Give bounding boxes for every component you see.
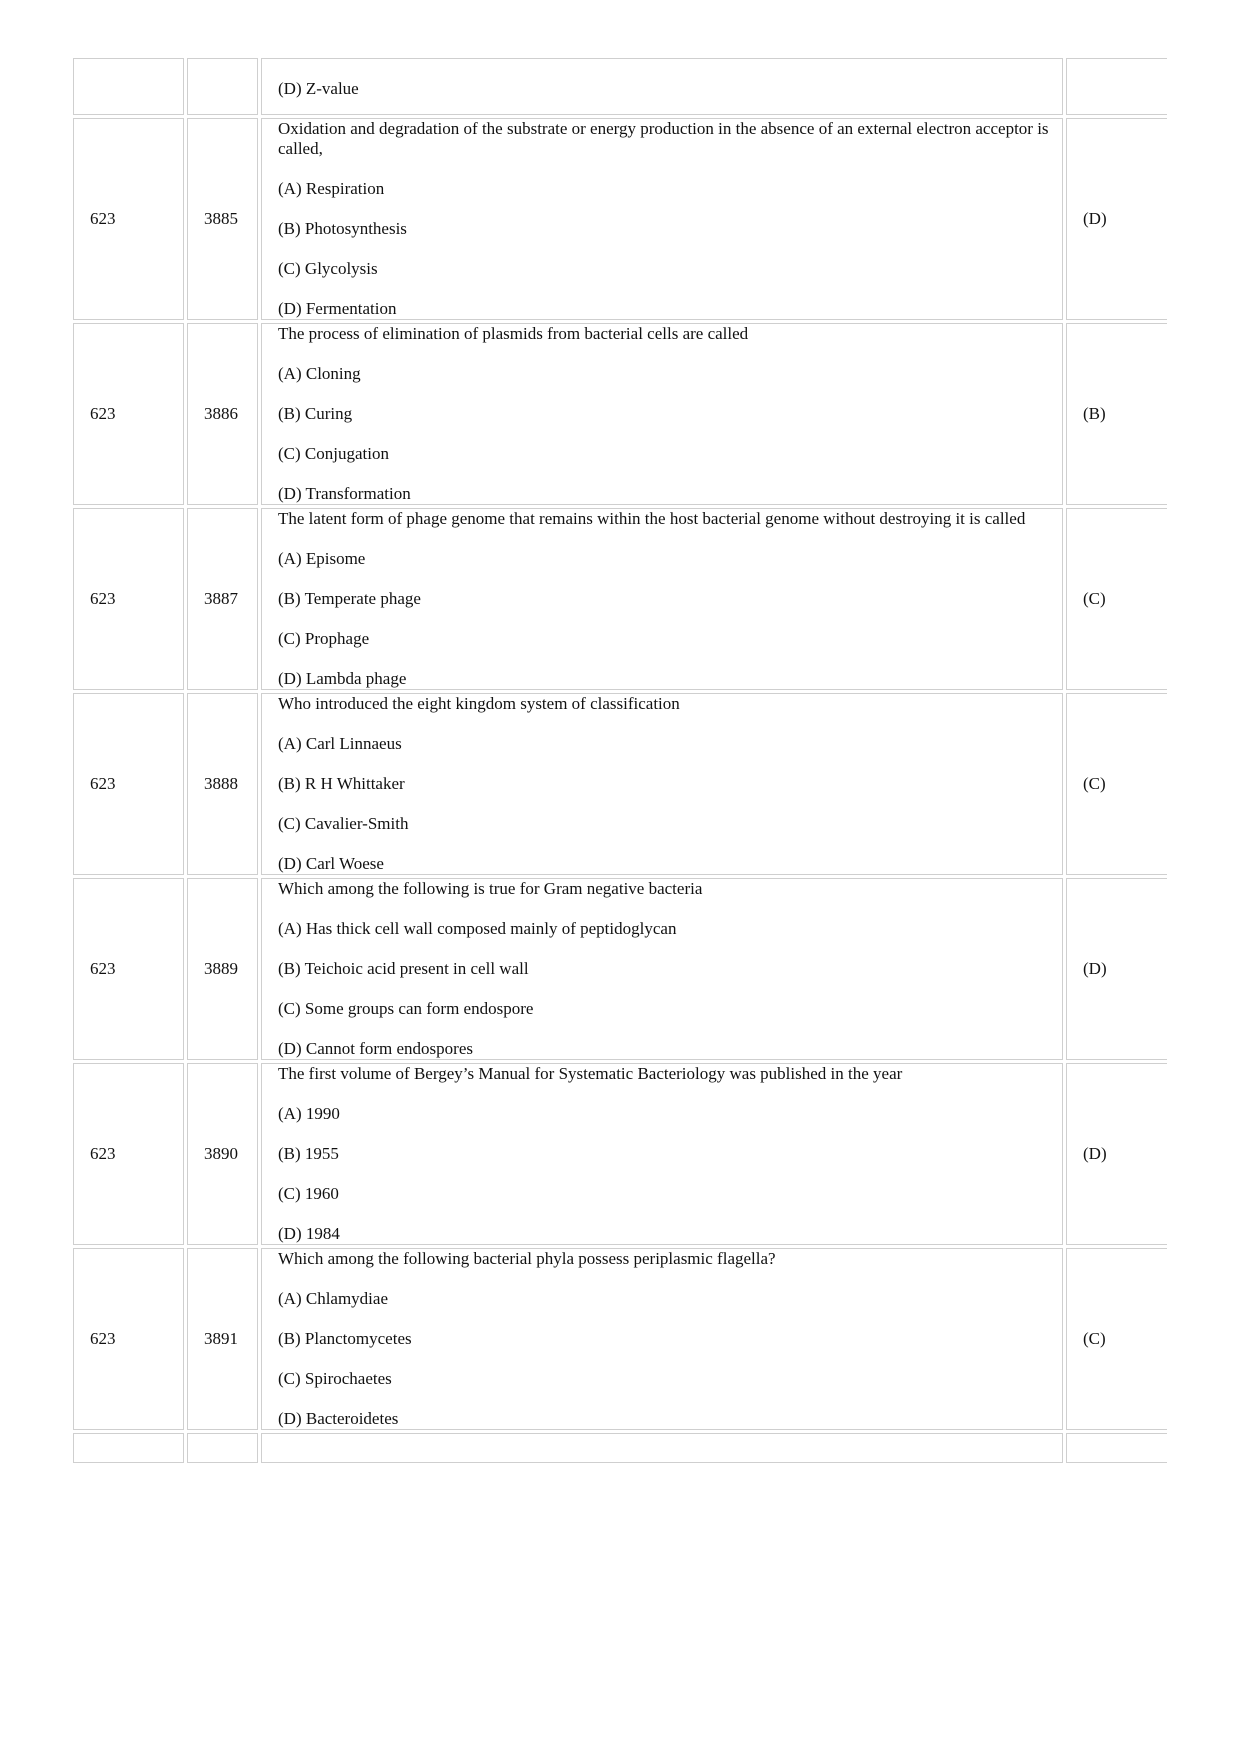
- table-row: [73, 1063, 1167, 1245]
- number-cell: 3887: [187, 508, 258, 690]
- option-b: (B) Curing: [278, 404, 353, 423]
- code-cell: 623: [73, 323, 184, 505]
- option-a: (A) Carl Linnaeus: [278, 734, 402, 753]
- question-cell: [261, 118, 1063, 320]
- table-row: [73, 1248, 1167, 1430]
- table-row-partial-bottom: [73, 1433, 1167, 1463]
- table-row: [73, 693, 1167, 875]
- option-a: (A) Cloning: [278, 364, 361, 383]
- option-a: (A) Respiration: [278, 179, 385, 198]
- question-cell: [261, 1248, 1063, 1430]
- question-table: [73, 58, 1167, 1466]
- question-text: The latent form of phage genome that remains within the host bacterial genome without destroying it is called: [278, 509, 1026, 528]
- option-b: (B) 1955: [278, 1144, 339, 1163]
- option-c: (C) Conjugation: [278, 444, 389, 463]
- answer-cell: (C): [1066, 693, 1167, 875]
- option-b: (B) R H Whittaker: [278, 774, 405, 793]
- code-cell: [73, 1433, 184, 1463]
- number-cell: 3886: [187, 323, 258, 505]
- code-cell: 623: [73, 693, 184, 875]
- code-cell: 623: [73, 1248, 184, 1430]
- question-text: Oxidation and degradation of the substrate or energy production in the absence of an external electron acceptor is called,: [278, 119, 1049, 158]
- question-cell: [261, 1063, 1063, 1245]
- number-cell: 3885: [187, 118, 258, 320]
- question-cell: [261, 878, 1063, 1060]
- answer-cell: (C): [1066, 508, 1167, 690]
- option-b: (B) Teichoic acid present in cell wall: [278, 959, 529, 978]
- option-text: (D) Z-value: [278, 79, 359, 98]
- table-row: [73, 508, 1167, 690]
- number-cell: 3890: [187, 1063, 258, 1245]
- question-cell: [261, 323, 1063, 505]
- option-d: (D) 1984: [278, 1224, 340, 1243]
- question-text: The first volume of Bergey’s Manual for Systematic Bacteriology was published in the year: [278, 1064, 903, 1083]
- number-cell: 3888: [187, 693, 258, 875]
- question-cell: [261, 58, 1063, 115]
- option-d: (D) Carl Woese: [278, 854, 384, 873]
- option-d: (D) Transformation: [278, 484, 411, 503]
- option-a: (A) Episome: [278, 549, 366, 568]
- option-b: (B) Temperate phage: [278, 589, 421, 608]
- option-c: (C) Glycolysis: [278, 259, 378, 278]
- table-row: [73, 323, 1167, 505]
- option-a: (A) Chlamydiae: [278, 1289, 388, 1308]
- code-cell: 623: [73, 1063, 184, 1245]
- question-cell: [261, 1433, 1063, 1463]
- answer-cell: (D): [1066, 118, 1167, 320]
- option-d: (D) Fermentation: [278, 299, 397, 318]
- option-c: (C) 1960: [278, 1184, 339, 1203]
- table-row: [73, 118, 1167, 320]
- number-cell: [187, 58, 258, 115]
- table-row: [73, 878, 1167, 1060]
- answer-cell: [1066, 58, 1167, 115]
- code-cell: 623: [73, 118, 184, 320]
- option-b: (B) Planctomycetes: [278, 1329, 412, 1348]
- number-cell: 3891: [187, 1248, 258, 1430]
- option-c: (C) Spirochaetes: [278, 1369, 392, 1388]
- number-cell: [187, 1433, 258, 1463]
- answer-cell: (B): [1066, 323, 1167, 505]
- question-text: The process of elimination of plasmids from bacterial cells are called: [278, 324, 749, 343]
- option-c: (C) Prophage: [278, 629, 370, 648]
- answer-cell: [1066, 1433, 1167, 1463]
- question-text: Who introduced the eight kingdom system of classification: [278, 694, 680, 713]
- question-cell: [261, 693, 1063, 875]
- option-d: (D) Cannot form endospores: [278, 1039, 473, 1058]
- code-cell: 623: [73, 508, 184, 690]
- table-row-partial-top: [73, 58, 1167, 115]
- question-cell: [261, 508, 1063, 690]
- answer-cell: (D): [1066, 1063, 1167, 1245]
- question-table-container: [73, 58, 1167, 1683]
- option-b: (B) Photosynthesis: [278, 219, 407, 238]
- code-cell: [73, 58, 184, 115]
- option-d: (D) Bacteroidetes: [278, 1409, 399, 1428]
- option-c: (C) Cavalier-Smith: [278, 814, 409, 833]
- question-text: Which among the following is true for Gram negative bacteria: [278, 879, 703, 898]
- option-c: (C) Some groups can form endospore: [278, 999, 534, 1018]
- option-a: (A) Has thick cell wall composed mainly of peptidoglycan: [278, 919, 677, 938]
- number-cell: 3889: [187, 878, 258, 1060]
- question-text: Which among the following bacterial phyla possess periplasmic flagella?: [278, 1249, 776, 1268]
- answer-cell: (C): [1066, 1248, 1167, 1430]
- option-a: (A) 1990: [278, 1104, 340, 1123]
- option-d: (D) Lambda phage: [278, 669, 407, 688]
- code-cell: 623: [73, 878, 184, 1060]
- answer-cell: (D): [1066, 878, 1167, 1060]
